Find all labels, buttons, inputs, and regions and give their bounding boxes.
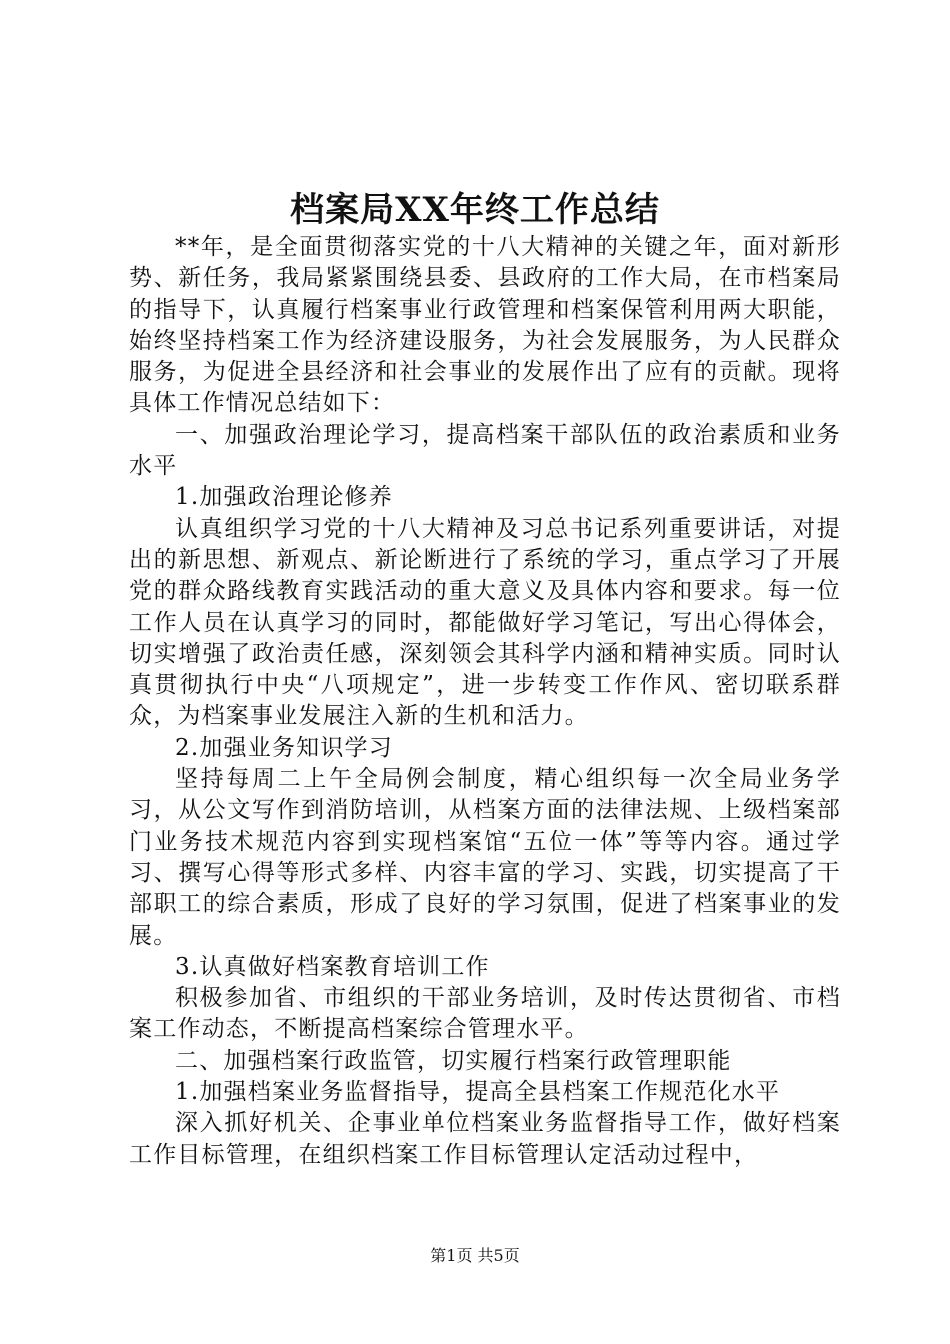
subheading-1-2: 2.加强业务知识学习 [175, 734, 393, 761]
paragraph-1-1: 认真组织学习党的十八大精神及习总书记系列重要讲话，对提出的新思想、新观点、新论断进行了系统的学习，重点学习了开展党的群众路线教育实践活动的重大意义及具体内容和要求。每一位工作人员在认真学习的同时，都能做好学习笔记，写出心得体会，切实增强了政治责任感，深刻领会其科学内涵和精神实质。同时认真贯彻执行中央“八项规定”，进一步转变工作作风、密切联系群众，为档案事业发展注入新的生机和活力。 [129, 515, 841, 730]
section-heading-2: 二、加强档案行政监管，切实履行档案行政管理职能 [175, 1047, 732, 1074]
paragraph-intro: **年，是全面贯彻落实党的十八大精神的关键之年，面对新形势、新任务，我局紧紧围绕县委、县政府的工作大局，在市档案局的指导下，认真履行档案事业行政管理和档案保管利用两大职能，始终坚持档案工作为经济建设服务，为社会发展服务，为人民群众服务，为促进全县经济和社会事业的发展作出了应有的贡献。现将具体工作情况总结如下： [129, 234, 841, 417]
page-footer: 第1页 共5页 [430, 1246, 520, 1265]
paragraph-1-3: 积极参加省、市组织的干部业务培训，及时传达贯彻省、市档案工作动态，不断提高档案综合管理水平。 [129, 985, 841, 1043]
document-title: 档案局XX年终工作总结 [290, 190, 660, 230]
section-heading-1: 一、加强政治理论学习，提高档案干部队伍的政治素质和业务水平 [129, 421, 841, 480]
document-body [129, 232, 841, 1171]
paragraph-1-2: 坚持每周二上午全局例会制度，精心组织每一次全局业务学习，从公文写作到消防培训，从档案方面的法律法规、上级档案部门业务技术规范内容到实现档案馆“五位一体”等等内容。通过学习、撰写心得等形式多样、内容丰富的学习、实践，切实提高了干部职工的综合素质，形成了良好的学习氛围，促进了档案事业的发展。 [129, 766, 841, 949]
paragraph-2-1: 深入抓好机关、企事业单位档案业务监督指导工作，做好档案工作目标管理，在组织档案工作目标管理认定活动过程中， [129, 1110, 841, 1168]
subheading-1-1: 1.加强政治理论修养 [175, 484, 393, 511]
subheading-2-1: 1.加强档案业务监督指导，提高全县档案工作规范化水平 [175, 1079, 781, 1106]
subheading-1-3: 3.认真做好档案教育培训工作 [175, 953, 490, 980]
